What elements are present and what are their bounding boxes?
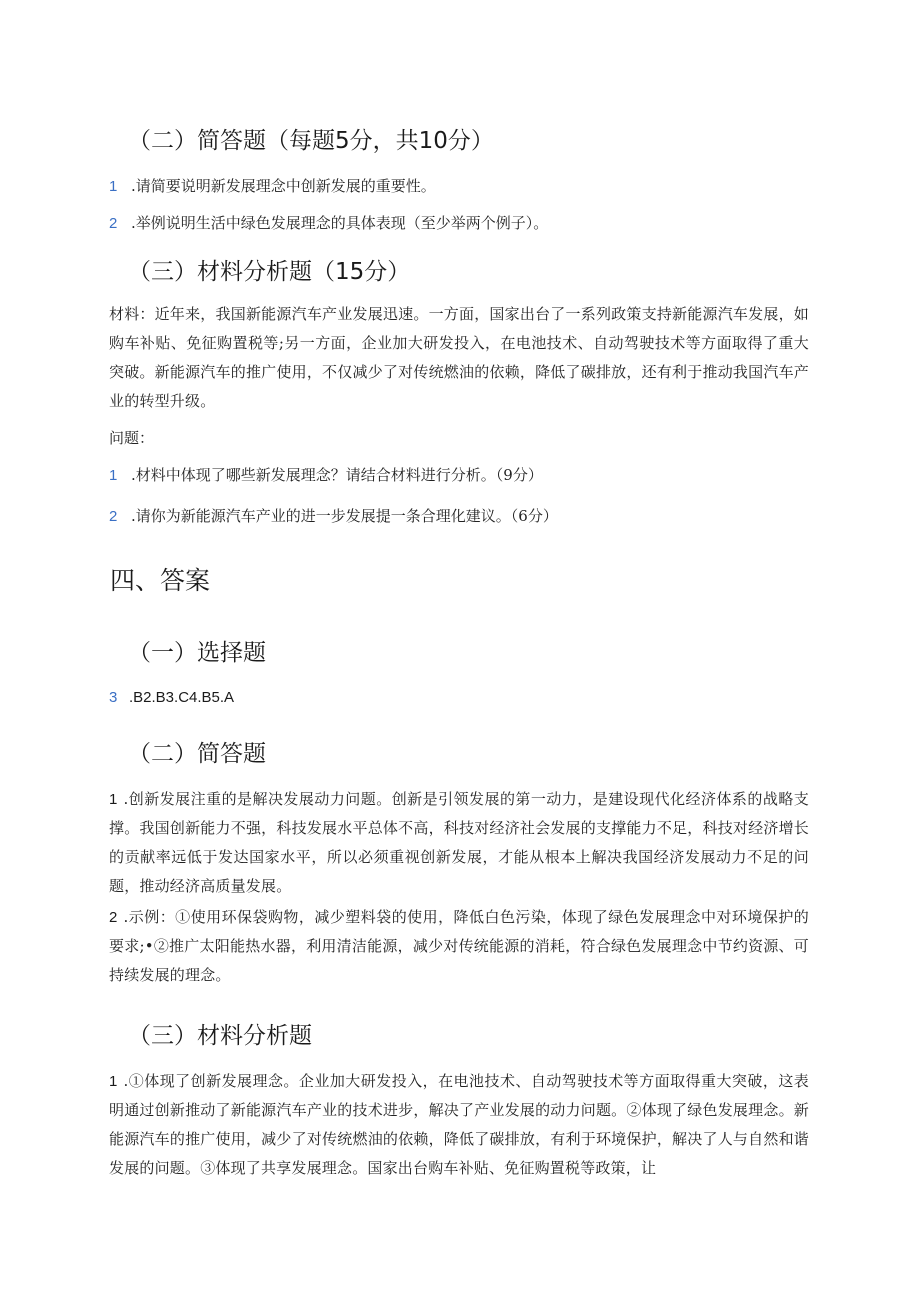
material-heading: （三）材料分析题（15分） — [128, 259, 411, 285]
answer-text: .B2.B3.C4.B5.A — [129, 689, 235, 706]
material-question-1 — [109, 465, 543, 486]
answers-material-heading: （三）材料分析题 — [128, 1023, 312, 1049]
short-answer-question-2 — [109, 213, 548, 234]
question-text: .请简要说明新发展理念中创新发展的重要性。 — [131, 177, 436, 195]
answer-number: 1 — [109, 791, 118, 808]
question-text: .材料中体现了哪些新发展理念？请结合材料进行分析。（9分） — [131, 466, 543, 484]
answers-heading: 四、答案 — [110, 566, 211, 595]
material-text: 材料：近年来，我国新能源汽车产业发展迅速。一方面，国家出台了一系列政策支持新能源汽车发展，如购车补贴、免征购置税等;另一方面，企业加大研发投入，在电池技术、自动驾驶技术等方面取得了重大突破。新能源汽车的推广使用，不仅减少了对传统燃油的依赖，降低了碳排放，还有利于推动我国汽车产业的转型升级。 — [109, 305, 809, 410]
question-number: 2 — [109, 508, 118, 525]
question-number: 1 — [109, 467, 118, 484]
question-number: 2 — [109, 215, 118, 232]
answer-text: .创新发展注重的是解决发展动力问题。创新是引领发展的第一动力，是建设现代化经济体系的战略支撑。我国创新能力不强，科技发展水平总体不高，科技对经济社会发展的支撑能力不足，科技对经济增长的贡献率远低于发达国家水平，所以必须重视创新发展，才能从根本上解决我国经济发展动力不足的问题，推动经济高质量发展。 — [109, 790, 809, 895]
short-answer-heading: （二）简答题（每题5分，共10分） — [128, 128, 494, 154]
answers-mc-line — [109, 688, 234, 708]
answer-text: .①体现了创新发展理念。企业加大研发投入，在电池技术、自动驾驶技术等方面取得重大突破，这表明通过创新推动了新能源汽车产业的技术进步，解决了产业发展的动力问题。②体现了绿色发展理念。新能源汽车的推广使用，减少了对传统燃油的依赖，降低了碳排放，有利于环境保护，解决了人与自然和谐发展的问题。③体现了共享发展理念。国家出台购车补贴、免征购置税等政策，让 — [109, 1072, 809, 1177]
answer-short-2 — [109, 903, 809, 990]
answer-short-1 — [109, 785, 809, 901]
question-number: 1 — [109, 178, 118, 195]
material-question-2 — [109, 506, 558, 527]
answers-short-heading: （二）简答题 — [128, 741, 266, 767]
short-answer-question-1 — [109, 176, 436, 197]
question-text: .举例说明生活中绿色发展理念的具体表现（至少举两个例子）。 — [131, 214, 549, 232]
answer-number: 3 — [109, 689, 118, 706]
answer-material-1 — [109, 1067, 809, 1183]
answer-number: 1 — [109, 1073, 118, 1090]
answers-mc-heading: （一）选择题 — [128, 640, 266, 666]
material-questions-label: 问题： — [109, 429, 155, 447]
answer-number: 2 — [109, 909, 118, 926]
answer-text: .示例：①使用环保袋购物，减少塑料袋的使用，降低白色污染，体现了绿色发展理念中对环境保护的要求;•②推广太阳能热水器，利用清洁能源，减少对传统能源的消耗，符合绿色发展理念中节约资源、可持续发展的理念。 — [109, 908, 809, 984]
question-text: .请你为新能源汽车产业的进一步发展提一条合理化建议。（6分） — [131, 507, 558, 525]
